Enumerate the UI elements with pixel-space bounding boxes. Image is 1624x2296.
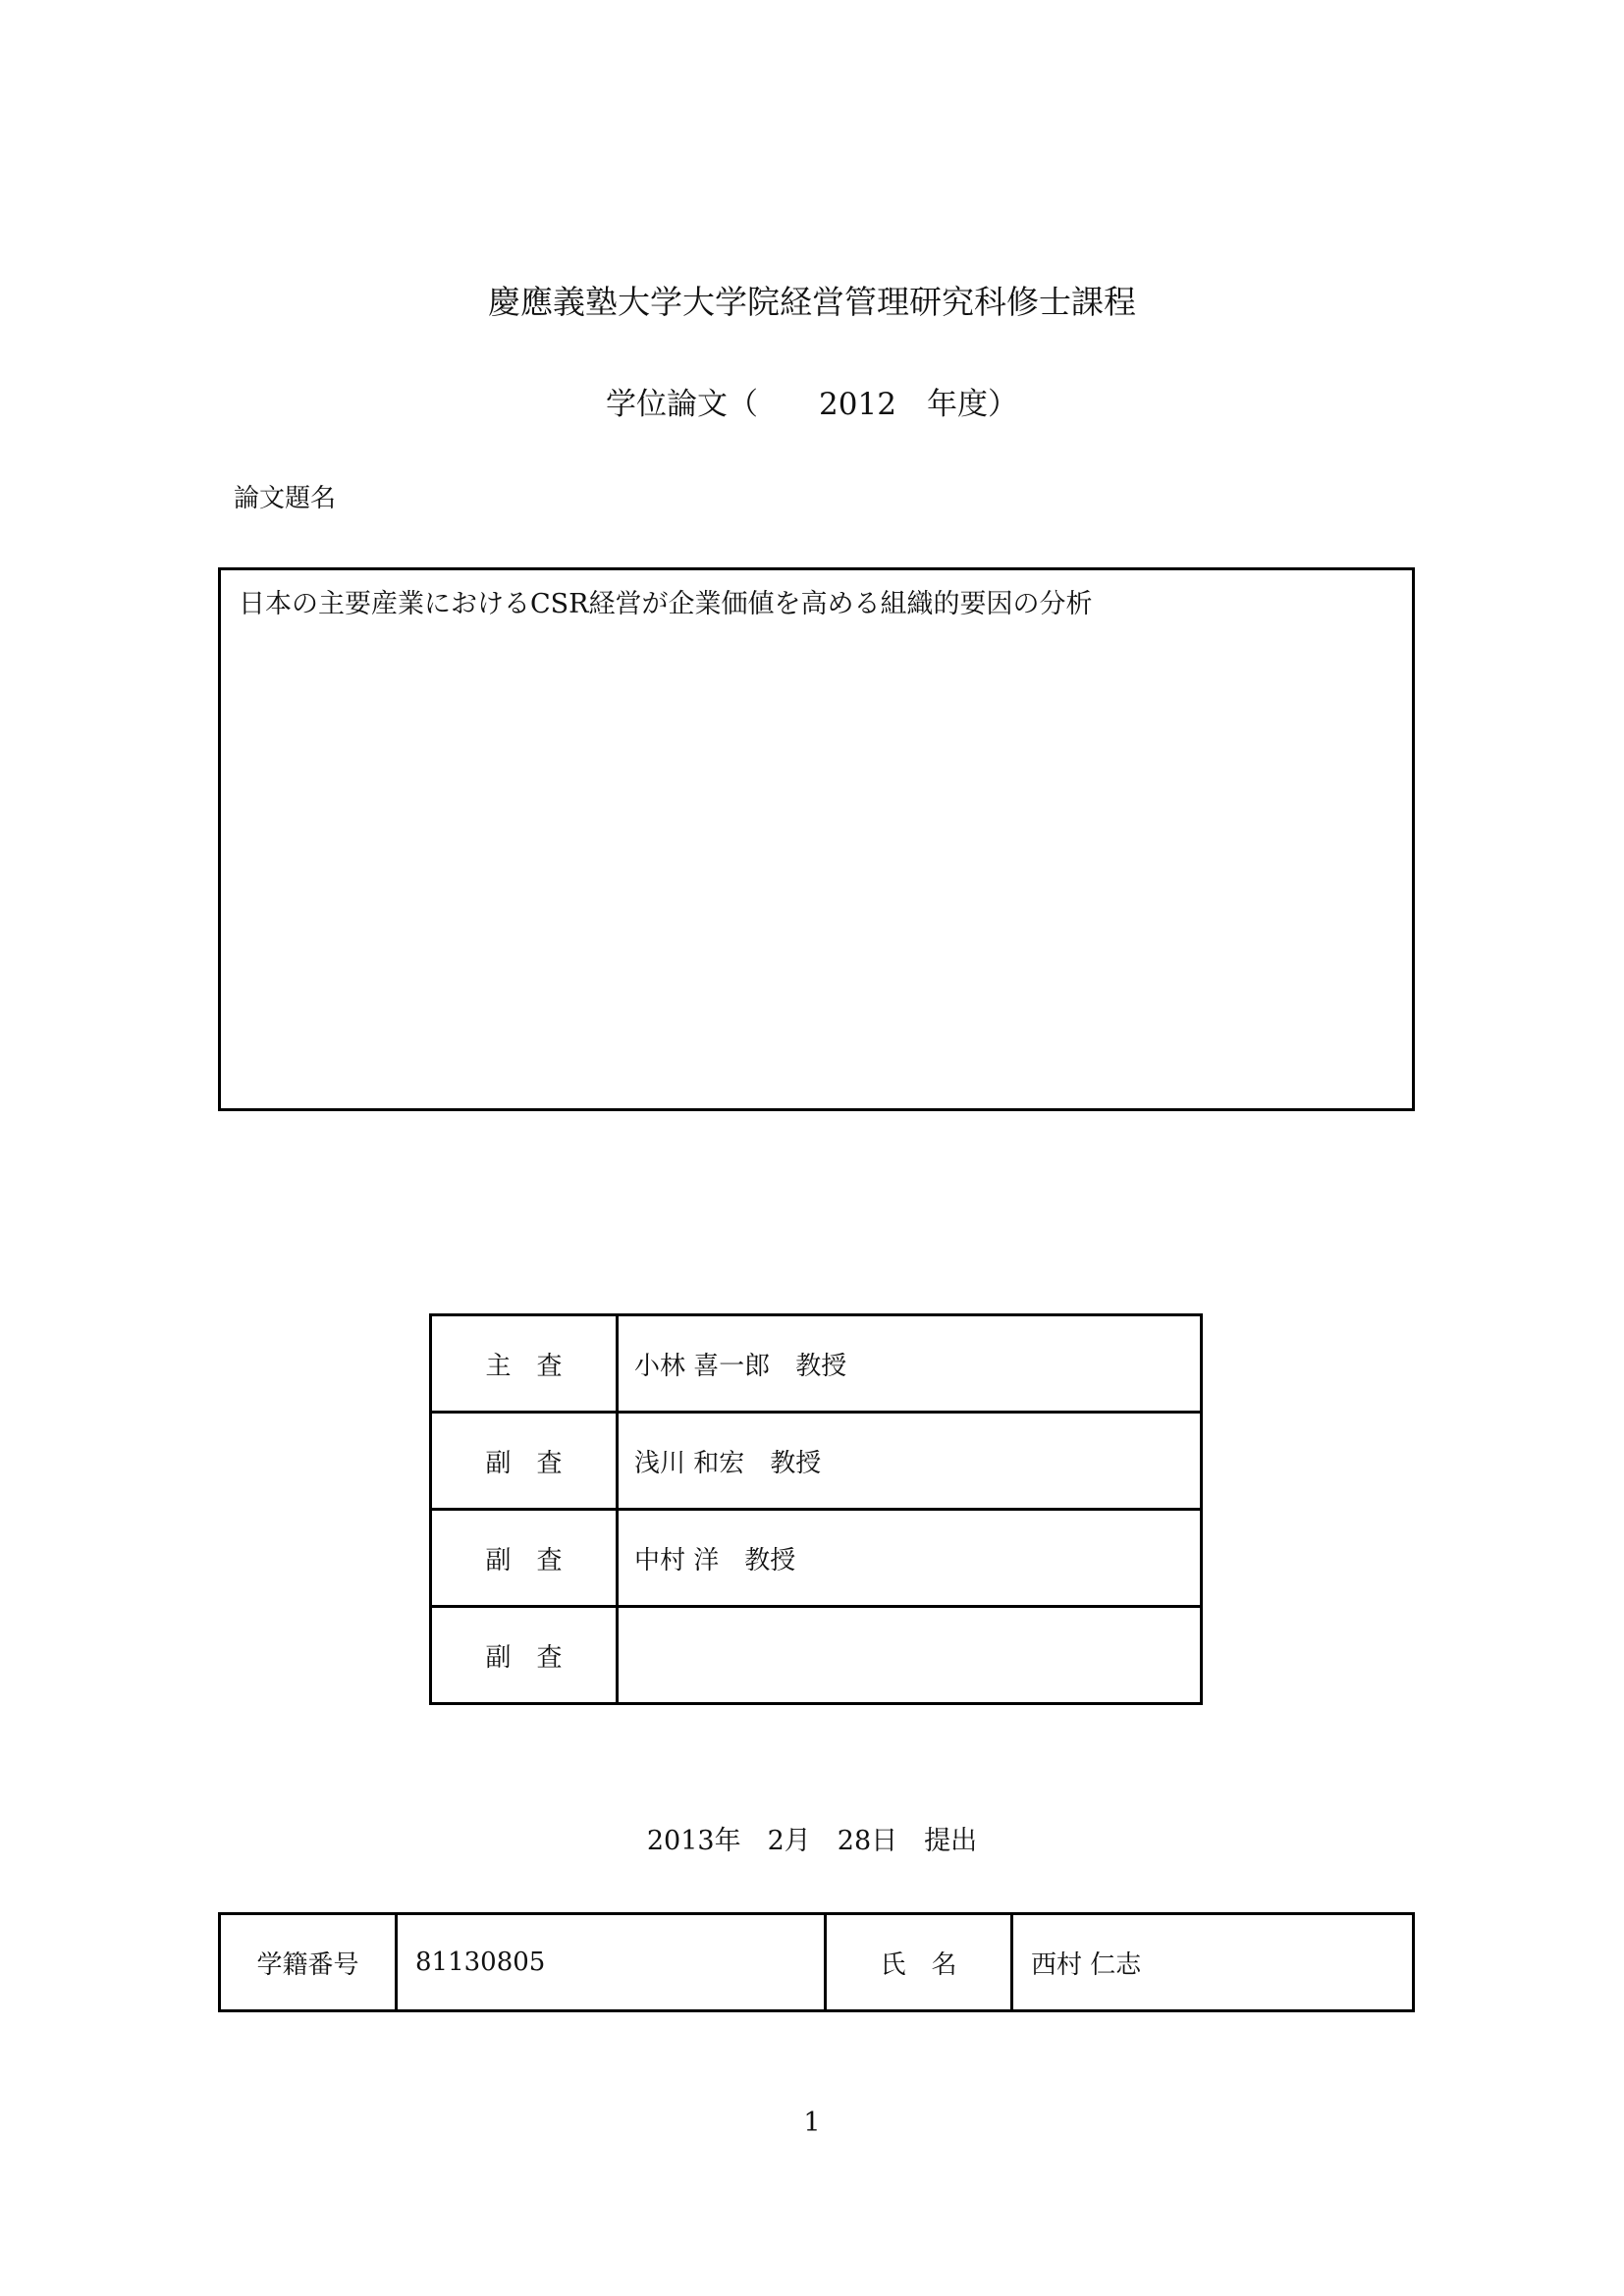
student-id-value: 81130805 (397, 1914, 826, 2011)
examiner-name: 小林 喜一郎 教授 (618, 1315, 1202, 1413)
examiner-row (431, 1510, 1202, 1607)
student-id-label: 学籍番号 (220, 1914, 397, 2011)
university-program-title: 慶應義塾大学大学院経営管理研究科修士課程 (488, 283, 1136, 321)
thesis-title-box (218, 567, 1415, 1111)
examiner-role: 主 査 (431, 1315, 618, 1413)
examiner-name: 中村 洋 教授 (618, 1510, 1202, 1607)
examiners-table (429, 1313, 1203, 1705)
examiner-role: 副 査 (431, 1607, 618, 1704)
examiner-name (618, 1607, 1202, 1704)
submission-date: 2013年 2月 28日 提出 (646, 1826, 978, 1856)
student-name-label: 氏 名 (826, 1914, 1012, 2011)
student-info-row (220, 1914, 1414, 2011)
student-info-table (218, 1912, 1415, 2012)
examiner-row (431, 1607, 1202, 1704)
examiner-row (431, 1413, 1202, 1510)
page-number: 1 (803, 2108, 821, 2138)
thesis-title-text: 日本の主要産業におけるCSR経営が企業価値を高める組織的要因の分析 (239, 589, 1093, 619)
examiner-role: 副 査 (431, 1413, 618, 1510)
student-name-value: 西村 仁志 (1012, 1914, 1414, 2011)
examiner-role: 副 査 (431, 1510, 618, 1607)
examiner-name: 浅川 和宏 教授 (618, 1413, 1202, 1510)
examiner-row (431, 1315, 1202, 1413)
thesis-title-label: 論文題名 (234, 484, 337, 513)
degree-thesis-year: 学位論文（ 2012 年度） (606, 387, 1018, 422)
